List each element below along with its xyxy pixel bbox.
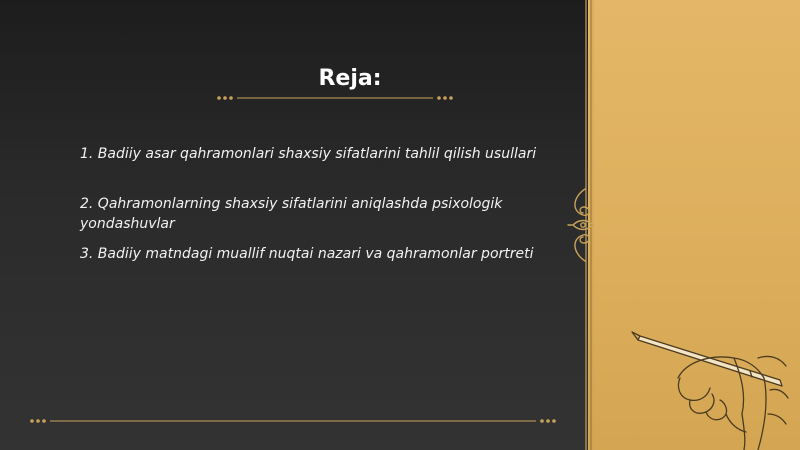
slide-title: Reja: — [318, 66, 382, 91]
hand-with-pen-icon — [630, 318, 790, 450]
agenda-item: 2. Qahramonlarning shaxsiy sifatlarini aniqlashda psixologik yondashuvlar — [80, 196, 503, 232]
agenda-item: 3. Badiiy matndagi muallif nuqtai nazari va qahramonlar portreti — [80, 246, 534, 262]
bottom-divider — [28, 416, 558, 426]
title-divider — [215, 93, 455, 103]
agenda-item: 1. Badiiy asar qahramonlari shaxsiy sifatlarini tahlil qilish usullari — [80, 146, 537, 162]
